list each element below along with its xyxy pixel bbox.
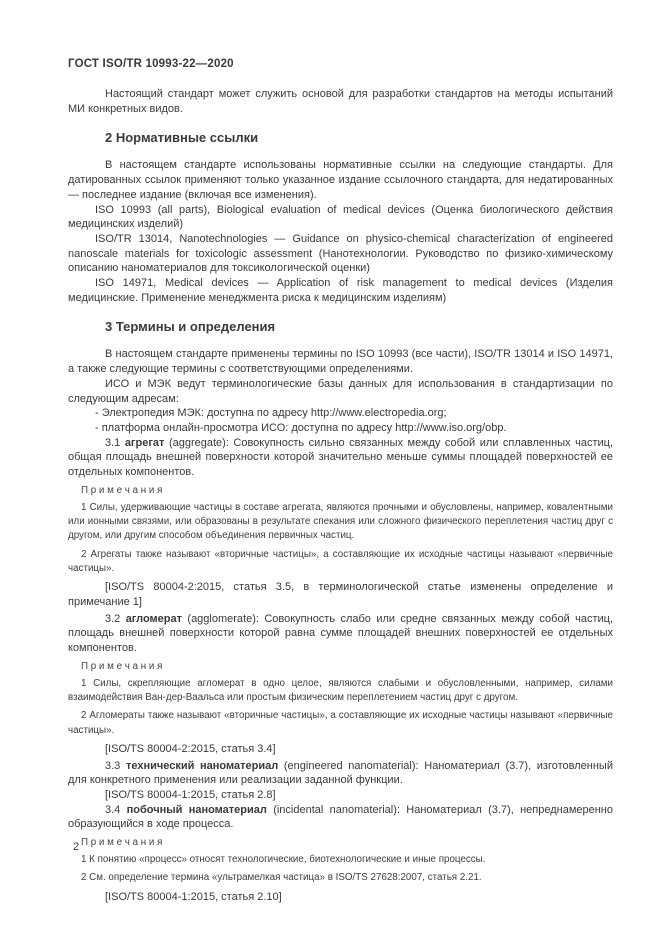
notes-label: П р и м е ч а н и я [81,660,163,672]
term-definition-text: (incidental nanomaterial): Наноматериал (3.7), непреднамеренно образующийся в ходе процесса. [68,803,614,831]
notes-block-3-1 [68,484,613,576]
term-3-3 [68,759,613,788]
term-number: 3.4 [105,803,121,816]
note-item: 1 Силы, скрепляющие агломерат в одно целое, являются слабыми и обусловленными, например, силами взаимодействия Ван-дер-Ваальса или простым физическим переплетением частиц друг с другом. [68,677,613,704]
term-definition-text: (engineered nanomaterial): Наноматериал (3.7), изготовленный для конкретного применения или реализации заданной функции. [68,759,613,787]
notes-block-3-2 [68,660,613,738]
section-2-heading: 2 Нормативные ссылки [105,130,259,146]
term-source-reference: [ISO/TS 80004-2:2015, статья 3.5, в терминологической статье изменены определение и примечание 1] [68,581,613,608]
term-name: агрегат [124,436,165,449]
note-item: 2 Агрегаты также называют «вторичные частицы», а составляющие их исходные частицы называют «первичные частицы». [68,548,613,574]
note-item: 1 К понятию «процесс» относят технологические, биотехнологические и иные процессы. [81,854,486,866]
term-number: 3.1 [105,436,121,449]
term-name: побочный наноматериал [126,803,267,816]
note-item: 2 Агломераты также называют «вторичные частицы», а составляющие их исходные частицы называют «первичные частицы». [68,710,613,736]
section3-paragraph-2: ИСО и МЭК ведут терминологические базы данных для использования в стандартизации по следующим адресам: [68,377,613,405]
page-number: 2 [73,841,80,853]
note-item: 2 См. определение термина «ультрамелкая частица» в ISO/TS 27628:2007, статья 2.21. [81,872,482,884]
term-source-reference: [ISO/TS 80004-1:2015, статья 2.10] [105,890,282,903]
term-3-4 [68,803,613,832]
notes-label: П р и м е ч а н и я [81,837,163,849]
note-item: 1 Силы, удерживающие частицы в составе агрегата, являются прочными и обусловлены, например, ковалентными или ионными связями, или образованы в результате спекания или сложного физического переплетения частиц друг с другом, или другим способом объединения первичных частиц. [68,501,613,542]
term-3-1 [68,436,613,480]
normative-ref-iso-14971: ISO 14971, Medical devices — Application of risk management to medical devices (Изделия медицинские. Применение менеджмента риска к медицинским изделиям) [68,277,613,304]
notes-block-3-4 [68,836,613,886]
intro-paragraph: Настоящий стандарт может служить основой для разработки стандартов на методы испытаний МИ конкретных видов. [68,88,613,115]
term-number: 3.3 [105,759,121,772]
term-source-reference: [ISO/TS 80004-2:2015, статья 3.4] [105,742,276,755]
term-number: 3.2 [105,612,121,625]
term-definition-text: (agglomerate): Совокупность слабо или средне связанных между собой частиц, площадь внешней поверхности которой равна сумме площадей внешних поверхностей ее отдельных компонентов. [68,612,613,655]
database-link-iso-obp: - платформа онлайн-просмотра ИСО: доступна по адресу http://www.iso.org/obp. [95,421,507,434]
term-source-reference: [ISO/TS 80004-1:2015, статья 2.8] [105,789,276,802]
database-link-electropedia: - Электропедия МЭК: доступна по адресу http://www.electropedia.org; [95,407,447,420]
term-name: технический наноматериал [125,759,279,772]
section2-paragraph: В настоящем стандарте использованы нормативные ссылки на следующие стандарты. Для датированных ссылок применяют только указанное издание ссылочного стандарта, для недатированных — последнее издание (включая все изменения). [68,159,613,201]
normative-ref-iso-tr-13014: ISO/TR 13014, Nanotechnologies — Guidance on physico-chemical characterization of engineered nanoscale materials for toxicologic assessment (Нанотехнологии. Руководство по физико-химическому описанию наноматериалов для токсикологической оценки) [68,232,613,275]
term-name: агломерат [125,612,183,625]
section-3-heading: 3 Термины и определения [105,319,276,335]
term-definition-text: (aggregate): Совокупность сильно связанных между собой или сплавленных частиц, общая площадь внешней поверхности которой значительно меньше суммы площадей поверхностей ее отдельных компонентов. [68,436,613,479]
term-3-2 [68,612,613,656]
notes-label: П р и м е ч а н и я [81,484,163,496]
section3-paragraph-1: В настоящем стандарте применены термины по ISO 10993 (все части), ISO/TR 13014 и ISO 14971, а также следующие термины с соответствующими определениями. [68,348,613,376]
running-header: ГОСТ ISO/TR 10993-22—2020 [68,58,234,70]
normative-ref-iso-10993: ISO 10993 (all parts), Biological evaluation of medical devices (Оценка биологического действия медицинских изделий) [68,203,613,231]
